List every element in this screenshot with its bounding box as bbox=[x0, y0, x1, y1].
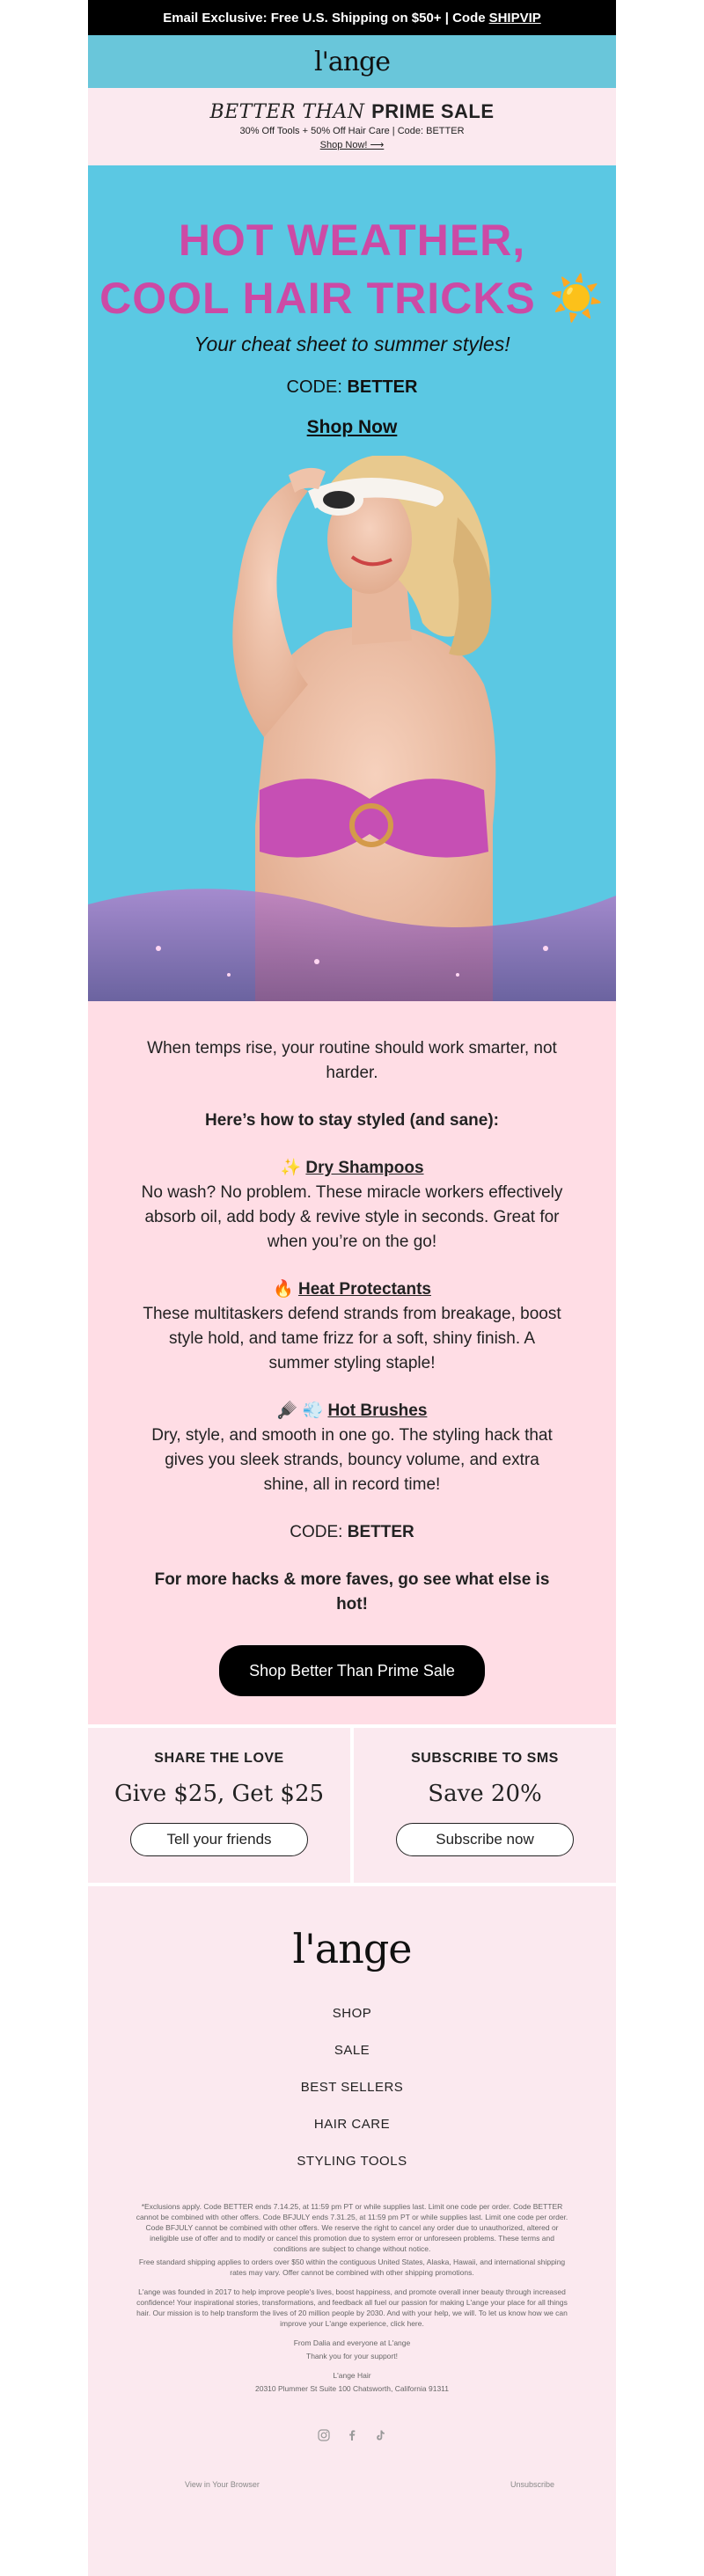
tip-heat-protectants bbox=[141, 1277, 563, 1376]
top-announcement-bar bbox=[88, 0, 616, 35]
sparkles-icon: ✨ bbox=[280, 1159, 302, 1177]
hot-brushes-link[interactable]: Hot Brushes bbox=[327, 1401, 428, 1420]
header-logo-bar bbox=[88, 35, 616, 88]
tip-text: Dry, style, and smooth in one go. The styling hack that gives you sleek strands, bouncy volume, and extra shine, all in record time! bbox=[151, 1426, 553, 1494]
fine-print-shipping: Free standard shipping applies to orders over $50 within the contiguous United States, Alaska, Hawaii, and international shipping rates may vary. Offer cannot be combined with other shipping promotions. bbox=[138, 2258, 566, 2277]
intro-text: When temps rise, your routine should work smarter, not harder. bbox=[147, 1039, 557, 1082]
hero-code bbox=[88, 377, 616, 398]
footer-nav-sale[interactable]: SALE bbox=[334, 2043, 370, 2058]
fine-print bbox=[88, 2201, 616, 2394]
company-address: 20310 Plummer St Suite 100 Chatsworth, California 91311 bbox=[254, 2384, 450, 2393]
sms-offer: Save 20% bbox=[428, 1781, 542, 1807]
fine-print-terms: *Exclusions apply. Code BETTER ends 7.14.25, at 11:59 pm PT or while supplies last. Limit one code per order. Code BETTER cannot be combined with other offers. Code BFJULY ends 7.31.25, at 11:59 pm PT or while supplies last. Limit one code per order. Code BFJULY cannot be combined with other offers. We reserve the right to cancel any order due to unauthorized, altered or ineligible use of offer and to modify or cancel this promotion due to system error or unforeseen problems. These terms and conditions are subject to change without notice. bbox=[136, 2202, 568, 2253]
tell-friends-button[interactable]: Tell your friends bbox=[130, 1823, 308, 1856]
more-hacks-text: For more hacks & more faves, go see what else is hot! bbox=[154, 1570, 550, 1614]
footer-logo[interactable]: l'ange bbox=[292, 1925, 412, 1972]
share-offer: Give $25, Get $25 bbox=[114, 1781, 325, 1807]
hero-line-2: COOL HAIR TRICKS bbox=[99, 274, 536, 323]
hero-tagline: Your cheat sheet to summer styles! bbox=[194, 333, 510, 355]
facebook-icon[interactable] bbox=[346, 2429, 358, 2441]
subscribe-sms-panel bbox=[354, 1728, 616, 1883]
tip-hot-brushes bbox=[141, 1399, 563, 1497]
body-code-value: BETTER bbox=[347, 1523, 414, 1541]
tip-text: No wash? No problem. These miracle workers effectively absorb oil, add body & revive style in seconds. Great for when you’re on the go! bbox=[141, 1183, 563, 1251]
article-body bbox=[88, 1001, 616, 1724]
tip-text: These multitaskers defend strands from breakage, boost style hold, and tame frizz for a soft, shiny finish. A summer styling staple! bbox=[143, 1305, 561, 1372]
social-links bbox=[88, 2429, 616, 2441]
prime-sale-subtitle: 30% Off Tools + 50% Off Hair Care | Code: BETTER bbox=[239, 126, 465, 136]
footer-nav-shop[interactable]: SHOP bbox=[332, 2006, 372, 2021]
hero-line-1: HOT WEATHER, bbox=[178, 216, 526, 265]
prime-sale-banner[interactable] bbox=[88, 88, 616, 165]
sun-icon: ☀️ bbox=[548, 274, 605, 323]
view-in-browser-link[interactable]: View in Your Browser bbox=[185, 2480, 260, 2489]
hero-text bbox=[88, 165, 616, 438]
share-label: SHARE THE LOVE bbox=[154, 1751, 284, 1766]
fire-icon: 🔥 bbox=[273, 1280, 294, 1299]
email-container bbox=[88, 0, 616, 2576]
signoff-line-1: From Dalia and everyone at L'ange bbox=[293, 2338, 411, 2347]
footer-nav-best-sellers[interactable]: BEST SELLERS bbox=[300, 2080, 404, 2095]
tip-dry-shampoos bbox=[141, 1156, 563, 1255]
body-code bbox=[141, 1520, 563, 1545]
announcement-text: Email Exclusive: Free U.S. Shipping on $50+ | Code bbox=[163, 10, 486, 26]
shipvip-code-link[interactable]: SHIPVIP bbox=[488, 10, 541, 26]
body-code-label: CODE: bbox=[290, 1523, 343, 1541]
hero-model-photo bbox=[88, 456, 616, 1001]
hero-shop-now-link[interactable]: Shop Now bbox=[306, 417, 398, 437]
hero-code-label: CODE: bbox=[286, 377, 342, 397]
instagram-icon[interactable] bbox=[318, 2429, 330, 2441]
company-name: L'ange Hair bbox=[333, 2371, 371, 2380]
footer-nav-hair-care[interactable]: HAIR CARE bbox=[313, 2117, 391, 2132]
brush-wind-icon: 🪮 💨 bbox=[276, 1401, 324, 1420]
prime-title-italic: BETTER THAN bbox=[209, 101, 365, 123]
sms-label: SUBSCRIBE TO SMS bbox=[411, 1751, 559, 1766]
prime-shop-now-link[interactable]: Shop Now! ⟶ bbox=[319, 140, 385, 150]
fine-print-about: L'ange was founded in 2017 to help improve people's lives, boost happiness, and promote overall inner beauty through increased confidence! Your inspirational stories, transformations, and feedback all fuel our passion for making L'ange your place for all things hair. Our mission is to help transform the lives of 20 million people by 2030. And with your help, we will. To let us know how we can improve your L'ange experience, click here. bbox=[136, 2287, 568, 2328]
footer-nav-styling-tools[interactable]: STYLING TOOLS bbox=[297, 2154, 407, 2169]
dry-shampoos-link[interactable]: Dry Shampoos bbox=[305, 1159, 424, 1177]
signoff-line-2: Thank you for your support! bbox=[306, 2352, 398, 2360]
hero-headline bbox=[88, 211, 616, 327]
shop-sale-button[interactable]: Shop Better Than Prime Sale bbox=[219, 1645, 485, 1696]
footer-bottom-links bbox=[88, 2480, 616, 2489]
tiktok-icon[interactable] bbox=[374, 2429, 386, 2441]
promo-split bbox=[88, 1724, 616, 1883]
prime-sale-title bbox=[88, 100, 616, 123]
unsubscribe-link[interactable]: Unsubscribe bbox=[510, 2480, 554, 2489]
heat-protectants-link[interactable]: Heat Protectants bbox=[297, 1280, 431, 1299]
subscribe-now-button[interactable]: Subscribe now bbox=[396, 1823, 574, 1856]
hero-banner[interactable] bbox=[88, 165, 616, 1001]
footer-nav bbox=[88, 1995, 616, 2180]
howto-heading: Here’s how to stay styled (and sane): bbox=[205, 1111, 499, 1130]
brand-logo[interactable]: l'ange bbox=[313, 46, 390, 77]
footer bbox=[88, 1886, 616, 2576]
prime-title-bold: PRIME SALE bbox=[371, 100, 495, 122]
hero-code-value: BETTER bbox=[347, 377, 418, 397]
share-the-love-panel bbox=[88, 1728, 350, 1883]
